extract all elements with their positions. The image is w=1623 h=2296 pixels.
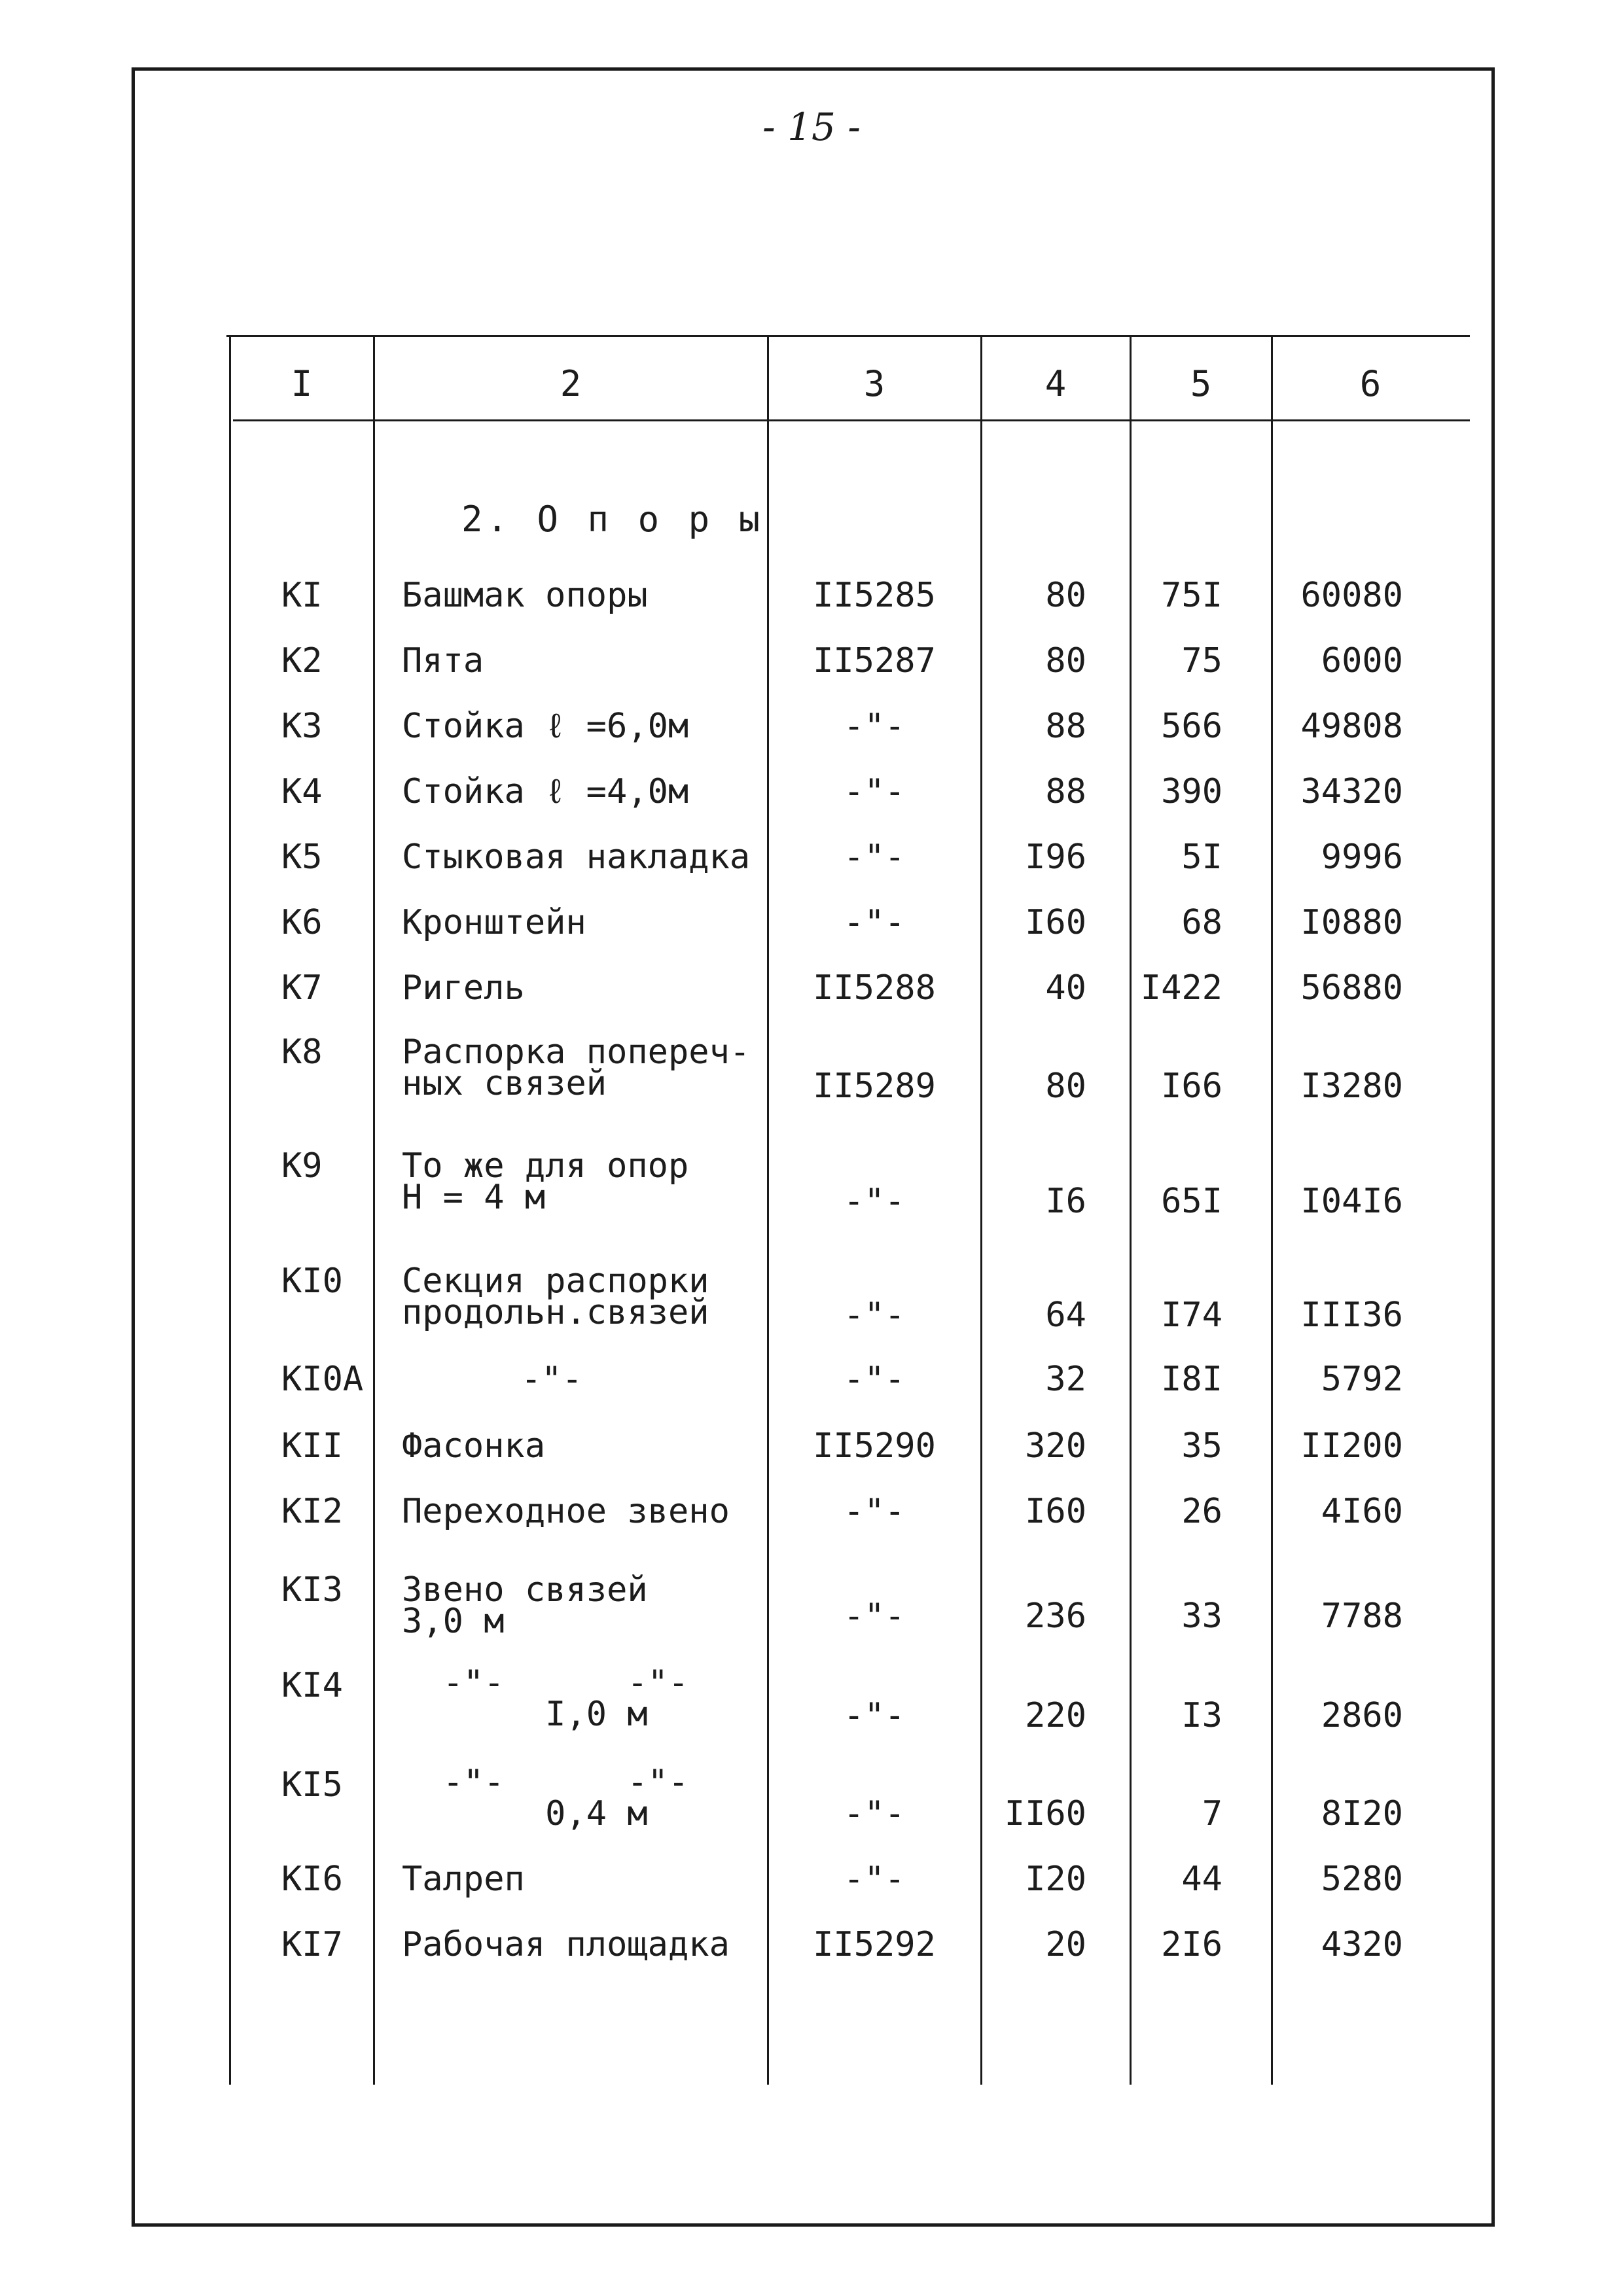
row-col4: 88: [1045, 772, 1086, 811]
row-code: -"-: [844, 707, 905, 746]
row-col5: I422: [1140, 968, 1222, 1008]
row-code: -"-: [844, 1794, 905, 1833]
row-col5: 35: [1181, 1426, 1222, 1466]
row-col6: 4I60: [1321, 1492, 1403, 1531]
row-col5: I74: [1161, 1296, 1222, 1335]
row-col5: I8I: [1161, 1360, 1222, 1399]
row-col4: 236: [1025, 1597, 1086, 1636]
row-name: Стыковая накладка: [402, 838, 751, 877]
row-col4: 32: [1045, 1360, 1086, 1399]
row-col4: 40: [1045, 968, 1086, 1008]
row-col6: 8I20: [1321, 1794, 1403, 1833]
row-mark: К6: [281, 903, 323, 942]
row-name: Рабочая площадка: [402, 1925, 730, 1964]
header-col-3: 3: [863, 363, 885, 404]
row-col6: 60080: [1300, 576, 1403, 615]
row-col4: 80: [1045, 576, 1086, 615]
row-col5: 7: [1202, 1794, 1222, 1833]
row-mark: К7: [281, 968, 323, 1008]
row-col6: I04I6: [1300, 1182, 1403, 1221]
row-col4: 320: [1025, 1426, 1086, 1466]
row-name: Стойка ℓ =6,0м: [402, 707, 689, 746]
row-col4: 80: [1045, 1067, 1086, 1106]
row-code: -"-: [844, 1182, 905, 1221]
row-mark: К8: [281, 1033, 323, 1072]
row-mark: К9: [281, 1146, 323, 1186]
row-code: -"-: [844, 1296, 905, 1335]
row-col4: 88: [1045, 707, 1086, 746]
row-col4: 64: [1045, 1296, 1086, 1335]
row-mark: КII: [281, 1426, 343, 1466]
header-col-2: 2: [560, 363, 582, 404]
row-name: Ригель: [402, 968, 525, 1008]
row-code: II5290: [813, 1426, 936, 1466]
row-col6: 9996: [1321, 838, 1403, 877]
row-mark: КI: [281, 576, 323, 615]
row-col5: I3: [1181, 1696, 1222, 1735]
row-mark: КI2: [281, 1492, 343, 1531]
row-name: -"- -"- 0,4 м: [442, 1763, 689, 1833]
row-name: Фасонка: [402, 1426, 546, 1466]
row-code: -"-: [844, 1860, 905, 1899]
header-col-4: 4: [1044, 363, 1067, 404]
row-mark: КI6: [281, 1860, 343, 1899]
row-name: Секция распорки продольн.связей: [402, 1262, 709, 1332]
row-mark: К4: [281, 772, 323, 811]
row-col5: 566: [1161, 707, 1222, 746]
row-col5: 2I6: [1161, 1925, 1222, 1964]
row-code: II5287: [813, 641, 936, 680]
row-code: II5288: [813, 968, 936, 1008]
row-col4: 80: [1045, 641, 1086, 680]
row-mark: КI7: [281, 1925, 343, 1964]
row-col4: I60: [1025, 1492, 1086, 1531]
column-divider-1: [229, 336, 231, 2085]
table-top-rule: [226, 335, 1470, 337]
row-col6: 49808: [1300, 707, 1403, 746]
row-col6: 56880: [1300, 968, 1403, 1008]
row-mark: КI0: [281, 1262, 343, 1301]
row-col4: I60: [1025, 903, 1086, 942]
row-col6: 34320: [1300, 772, 1403, 811]
row-name: То же для опор Н = 4 м: [402, 1146, 689, 1217]
row-col6: 4320: [1321, 1925, 1403, 1964]
row-col5: 390: [1161, 772, 1222, 811]
header-col-5: 5: [1190, 363, 1212, 404]
table-header-rule: [233, 419, 1470, 421]
row-col4: I6: [1045, 1182, 1086, 1221]
row-col5: 44: [1181, 1860, 1222, 1899]
row-col5: 5I: [1181, 838, 1222, 877]
row-code: -"-: [844, 772, 905, 811]
row-mark: К5: [281, 838, 323, 877]
row-name: Стойка ℓ =4,0м: [402, 772, 689, 811]
page-number: - 15 -: [762, 105, 861, 149]
row-name: Башмак опоры: [402, 576, 648, 615]
row-name: Пята: [402, 641, 484, 680]
row-code: II5285: [813, 576, 936, 615]
section-title: 2. О п о р ы: [461, 499, 764, 540]
row-name: Звено связей 3,0 м: [402, 1570, 648, 1641]
row-mark: КI0А: [281, 1360, 364, 1399]
row-code: -"-: [844, 903, 905, 942]
row-col5: I66: [1161, 1067, 1222, 1106]
row-name: -"-: [521, 1360, 582, 1399]
column-divider-2: [373, 336, 375, 2085]
row-mark: К3: [281, 707, 323, 746]
row-mark: К2: [281, 641, 323, 680]
row-col4: I20: [1025, 1860, 1086, 1899]
row-mark: КI3: [281, 1570, 343, 1610]
row-col6: 7788: [1321, 1597, 1403, 1636]
row-mark: КI5: [281, 1765, 343, 1805]
row-col5: 68: [1181, 903, 1222, 942]
row-code: -"-: [844, 1696, 905, 1735]
row-col4: II60: [1004, 1794, 1086, 1833]
row-col6: 5792: [1321, 1360, 1403, 1399]
row-code: -"-: [844, 838, 905, 877]
row-col6: I0880: [1300, 903, 1403, 942]
row-mark: КI4: [281, 1666, 343, 1705]
row-col6: 6000: [1321, 641, 1403, 680]
header-col-6: 6: [1359, 363, 1382, 404]
row-col4: 220: [1025, 1696, 1086, 1735]
row-col6: III36: [1300, 1296, 1403, 1335]
row-col6: II200: [1300, 1426, 1403, 1466]
row-code: II5292: [813, 1925, 936, 1964]
row-name: Переходное звено: [402, 1492, 730, 1531]
row-col5: 75: [1181, 641, 1222, 680]
row-col6: 5280: [1321, 1860, 1403, 1899]
row-col5: 65I: [1161, 1182, 1222, 1221]
row-col4: I96: [1025, 838, 1086, 877]
header-col-1: I: [291, 363, 313, 404]
row-col6: 2860: [1321, 1696, 1403, 1735]
row-name: Распорка попереч- ных связей: [402, 1033, 751, 1103]
row-col5: 75I: [1161, 576, 1222, 615]
row-code: -"-: [844, 1492, 905, 1531]
row-code: -"-: [844, 1360, 905, 1399]
row-col5: 26: [1181, 1492, 1222, 1531]
row-name: Кронштейн: [402, 903, 586, 942]
row-code: II5289: [813, 1067, 936, 1106]
row-col6: I3280: [1300, 1067, 1403, 1106]
row-code: -"-: [844, 1597, 905, 1636]
row-name: -"- -"- I,0 м: [442, 1663, 689, 1734]
row-col5: 33: [1181, 1597, 1222, 1636]
row-name: Талреп: [402, 1860, 525, 1899]
row-col4: 20: [1045, 1925, 1086, 1964]
